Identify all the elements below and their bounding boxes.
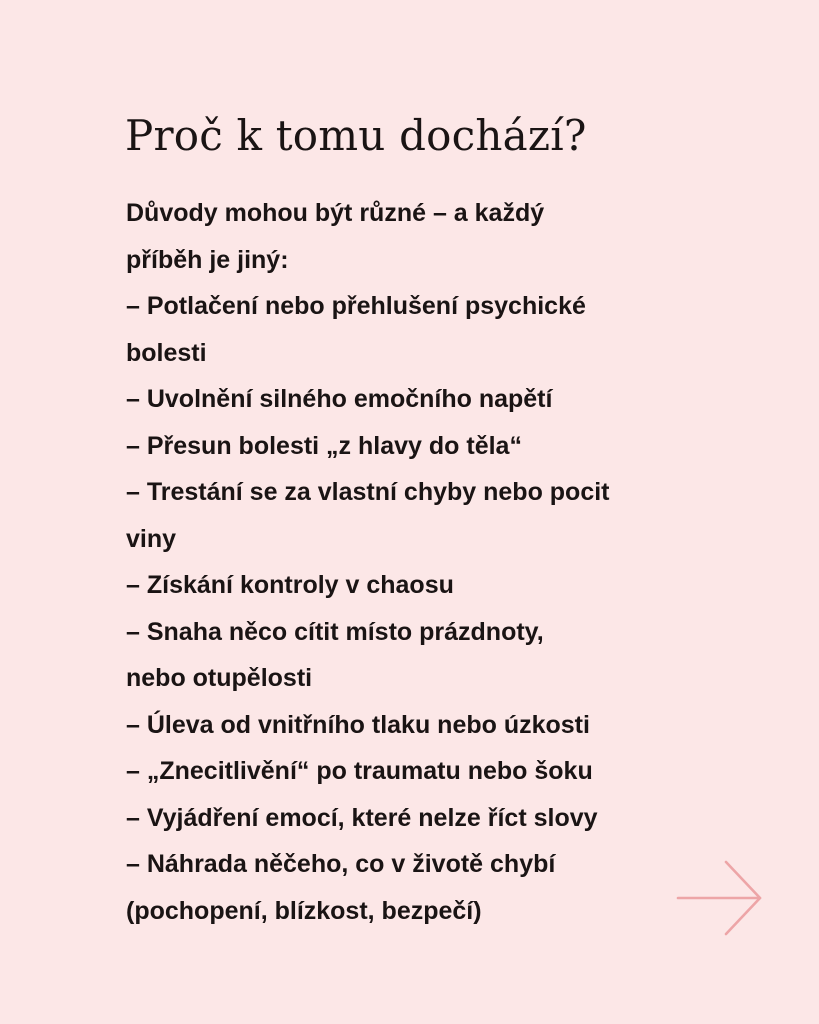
list-item: – Náhrada něčeho, co v životě chybí (126, 850, 556, 878)
list-item: – Přesun bolesti „z hlavy do těla“ (126, 431, 522, 460)
list-item-continuation: bolesti (126, 338, 207, 367)
text-line: Důvody mohou být různé – a každý (126, 199, 545, 227)
reasons-text (126, 190, 726, 934)
list-item: – Snaha něco cítit místo prázdnoty, (126, 617, 544, 646)
list-item-continuation: viny (126, 524, 177, 553)
list-item: – Vyjádření emocí, které nelze říct slovy (126, 803, 598, 832)
page-title: Proč k tomu dochází? (125, 111, 587, 160)
list-item: – Trestání se za vlastní chyby nebo pocit (126, 478, 610, 506)
list-item: – Získání kontroly v chaosu (126, 571, 454, 599)
list-item-continuation: (pochopení, blízkost, bezpečí) (126, 896, 482, 925)
list-item-continuation: nebo otupělosti (126, 664, 313, 692)
list-item: – Uvolnění silného emočního napětí (126, 385, 553, 413)
text-line: příběh je jiný: (126, 245, 289, 274)
arrow-right-icon[interactable] (676, 858, 764, 938)
list-item: – Potlačení nebo přehlušení psychické (126, 292, 586, 320)
list-item: – „Znecitlivění“ po traumatu nebo šoku (126, 757, 593, 785)
list-item: – Úleva od vnitřního tlaku nebo úzkosti (126, 710, 590, 739)
